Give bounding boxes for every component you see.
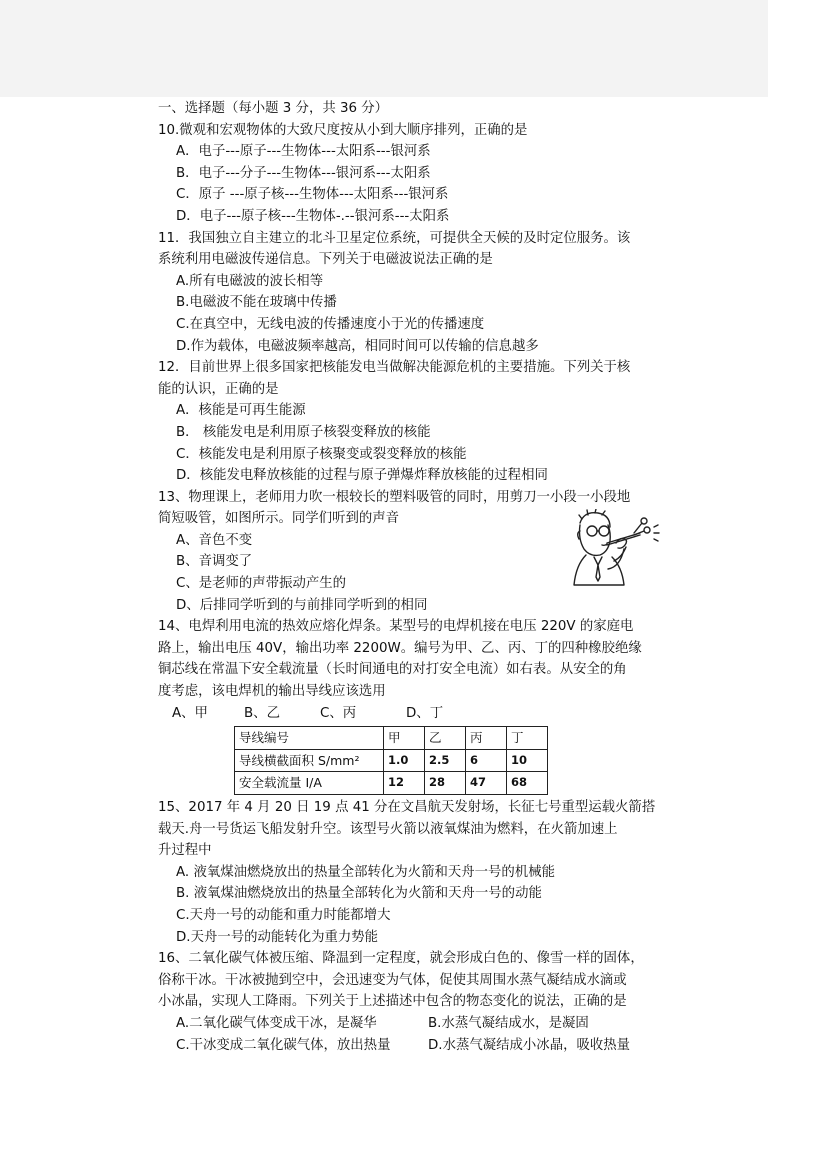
question-16 bbox=[158, 948, 673, 1056]
option-a: A、音色不变 bbox=[176, 532, 253, 548]
question-stem: 12．目前世界上很多国家把核能发电当做解决能源危机的主要措施。下列关于核 bbox=[158, 360, 631, 376]
option-a: A.所有电磁波的波长相等 bbox=[176, 273, 324, 289]
table-cell: 28 bbox=[425, 772, 466, 795]
table-cell: 68 bbox=[507, 772, 548, 795]
option-b: B. 液氧煤油燃烧放出的热量全部转化为火箭和天舟一号的动能 bbox=[176, 886, 542, 902]
question-14 bbox=[158, 616, 673, 795]
table-row bbox=[235, 749, 548, 772]
table-cell: 2.5 bbox=[425, 749, 466, 772]
section-title: 一、选择题（每小题 3 分，共 36 分） bbox=[158, 101, 389, 116]
option-c: C．核能发电是利用原子核聚变或裂变释放的核能 bbox=[176, 446, 467, 462]
option-b: B、乙 bbox=[244, 705, 280, 721]
question-stem: 俗称干冰。干冰被抛到空中，会迅速变为气体，促使其周围水蒸气凝结成水滴或 bbox=[158, 972, 627, 988]
options-row bbox=[158, 703, 673, 725]
question-stem: 载天.舟一号货运飞船发射升空。该型号火箭以液氧煤油为燃料，在火箭加速上 bbox=[158, 821, 618, 837]
table-cell: 1.0 bbox=[384, 749, 425, 772]
question-stem: 小冰晶，实现人工降雨。下列关于上述描述中包含的物态变化的说法，正确的是 bbox=[158, 994, 627, 1010]
question-11 bbox=[158, 228, 673, 358]
question-13 bbox=[158, 487, 673, 617]
table-cell: 导线横截面积 S/mm² bbox=[235, 749, 384, 772]
option-c: C.在真空中，无线电波的传播速度小于光的传播速度 bbox=[176, 316, 485, 332]
option-c: C、是老师的声带振动产生的 bbox=[176, 576, 347, 592]
option-d: D.天舟一号的动能转化为重力势能 bbox=[176, 929, 379, 945]
question-12 bbox=[158, 357, 673, 487]
option-d: D、后排同学听到的与前排同学听到的相同 bbox=[176, 597, 428, 613]
option-d: D．电子---原子核---生物体-.--银河系---太阳系 bbox=[176, 208, 450, 224]
option-b: B.电磁波不能在玻璃中传播 bbox=[176, 295, 337, 311]
option-a: A．核能是可再生能源 bbox=[176, 403, 306, 419]
question-stem: 简短吸管，如图所示。同学们听到的声音 bbox=[158, 511, 400, 527]
question-15 bbox=[158, 797, 673, 948]
option-d: D．核能发电释放核能的过程与原子弹爆炸释放核能的过程相同 bbox=[176, 468, 548, 484]
options-row bbox=[158, 1013, 673, 1035]
table-cell: 丁 bbox=[507, 727, 548, 750]
question-stem: 13、物理课上，老师用力吹一根较长的塑料吸管的同时，用剪刀一小段一小段地 bbox=[158, 489, 631, 505]
option-a: A、甲 bbox=[172, 705, 208, 721]
table-cell: 甲 bbox=[384, 727, 425, 750]
question-stem: 11．我国独立自主建立的北斗卫星定位系统，可提供全天候的及时定位服务。该 bbox=[158, 230, 631, 246]
question-10 bbox=[158, 120, 673, 228]
exam-page bbox=[158, 98, 673, 1056]
scan-header-band bbox=[0, 0, 768, 97]
wire-spec-table bbox=[234, 726, 548, 795]
option-c: C、丙 bbox=[320, 705, 357, 721]
table-row bbox=[235, 727, 548, 750]
table-cell: 安全载流量 I/A bbox=[235, 772, 384, 795]
question-stem: 能的认识，正确的是 bbox=[158, 381, 279, 397]
question-stem: 铜芯线在常温下安全载流量（长时间通电的对打安全电流）如右表。从安全的角 bbox=[158, 662, 627, 678]
question-stem: 14、电焊利用电流的热效应熔化焊条。某型号的电焊机接在电压 220V 的家庭电 bbox=[158, 619, 634, 635]
table-cell: 12 bbox=[384, 772, 425, 795]
option-b: B.水蒸气凝结成水，是凝固 bbox=[428, 1015, 589, 1031]
table-cell: 47 bbox=[466, 772, 507, 795]
question-stem: 路上，输出电压 40V，输出功率 2200W。编号为甲、乙、丙、丁的四种橡胶绝缘 bbox=[158, 640, 642, 656]
option-b: B． 核能发电是利用原子核裂变释放的核能 bbox=[176, 424, 431, 440]
option-a: A．电子---原子---生物体---太阳系---银河系 bbox=[176, 144, 431, 160]
question-stem: 度考虑，该电焊机的输出导线应该选用 bbox=[158, 684, 386, 700]
question-stem: 15、2017 年 4 月 20 日 19 点 41 分在文昌航天发射场，长征七号重型运载火箭搭 bbox=[158, 800, 656, 815]
table-row bbox=[235, 772, 548, 795]
option-c: C.干冰变成二氧化碳气体，放出热量 bbox=[176, 1037, 391, 1053]
table-cell: 丙 bbox=[466, 727, 507, 750]
option-c: C．原子 ---原子核---生物体---太阳系---银河系 bbox=[176, 187, 449, 203]
option-c: C.天舟一号的动能和重力时能都增大 bbox=[176, 907, 391, 923]
table-cell: 导线编号 bbox=[235, 727, 384, 750]
option-b: B．电子---分子---生物体---银河系---太阳系 bbox=[176, 165, 431, 181]
option-d: D.作为载体，电磁波频率越高，相同时间可以传输的信息越多 bbox=[176, 338, 539, 354]
options-row bbox=[158, 1035, 673, 1057]
question-stem: 升过程中 bbox=[158, 843, 212, 859]
question-stem: 系统利用电磁波传递信息。下列关于电磁波说法正确的是 bbox=[158, 252, 493, 268]
option-b: B、音调变了 bbox=[176, 554, 253, 570]
option-a: A. 液氧煤油燃烧放出的热量全部转化为火箭和天舟一号的机械能 bbox=[176, 864, 555, 880]
option-a: A.二氧化碳气体变成干冰，是凝华 bbox=[176, 1015, 377, 1031]
table-cell: 乙 bbox=[425, 727, 466, 750]
teacher-blowing-straw-illustration bbox=[568, 509, 668, 595]
table-cell: 6 bbox=[466, 749, 507, 772]
question-stem: 10.微观和宏观物体的大致尺度按从小到大顺序排列，正确的是 bbox=[158, 122, 528, 138]
option-d: D.水蒸气凝结成小冰晶，吸收热量 bbox=[428, 1037, 631, 1053]
question-stem: 16、二氧化碳气体被压缩、降温到一定程度，就会形成白色的、像雪一样的固体， bbox=[158, 951, 644, 967]
option-d: D、丁 bbox=[406, 705, 444, 721]
table-cell: 10 bbox=[507, 749, 548, 772]
